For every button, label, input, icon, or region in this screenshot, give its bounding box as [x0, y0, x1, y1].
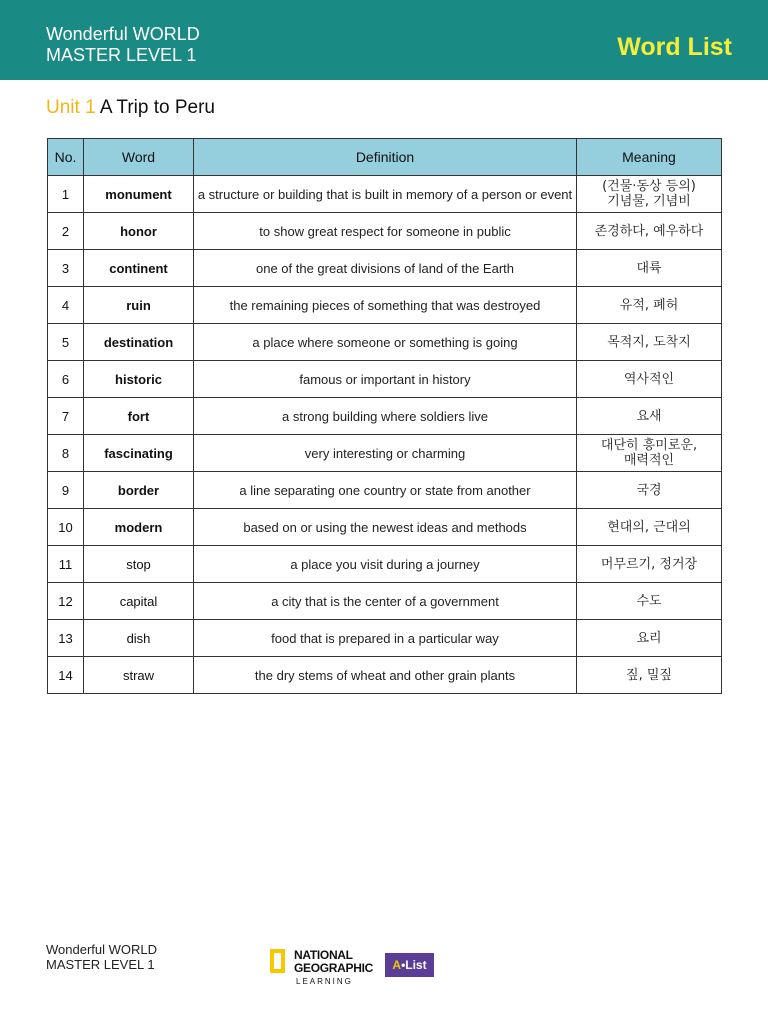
row-definition: one of the great divisions of land of the Earth	[194, 250, 577, 287]
row-definition: a strong building where soldiers live	[194, 398, 577, 435]
row-number: 10	[48, 509, 84, 546]
series-title	[46, 24, 200, 66]
row-number: 5	[48, 324, 84, 361]
table-row	[48, 583, 722, 620]
table-row	[48, 287, 722, 324]
row-definition: famous or important in history	[194, 361, 577, 398]
row-word: dish	[84, 620, 194, 657]
unit-heading	[46, 96, 215, 120]
row-definition: the remaining pieces of something that was destroyed	[194, 287, 577, 324]
column-header-word: Word	[84, 139, 194, 176]
table-row	[48, 657, 722, 694]
row-number: 12	[48, 583, 84, 620]
table-row	[48, 324, 722, 361]
row-number: 13	[48, 620, 84, 657]
column-header-definition: Definition	[194, 139, 577, 176]
row-definition: based on or using the newest ideas and methods	[194, 509, 577, 546]
row-definition: to show great respect for someone in public	[194, 213, 577, 250]
row-number: 14	[48, 657, 84, 694]
table-row	[48, 509, 722, 546]
row-meaning: 요리	[577, 620, 722, 657]
table-row	[48, 213, 722, 250]
row-number: 2	[48, 213, 84, 250]
column-header-no: No.	[48, 139, 84, 176]
row-definition: a city that is the center of a government	[194, 583, 577, 620]
word-list-table	[47, 138, 722, 694]
row-word: historic	[84, 361, 194, 398]
row-meaning: 짚, 밀짚	[577, 657, 722, 694]
table-row	[48, 398, 722, 435]
logo-wordmark	[294, 949, 373, 975]
row-word: continent	[84, 250, 194, 287]
row-number: 4	[48, 287, 84, 324]
footer-series-line-2: MASTER LEVEL 1	[46, 957, 155, 972]
row-meaning: 머무르기, 정거장	[577, 546, 722, 583]
a-list-badge-text: •List	[401, 958, 427, 972]
row-word: fort	[84, 398, 194, 435]
row-definition: a place where someone or something is going	[194, 324, 577, 361]
table-row	[48, 361, 722, 398]
row-word: honor	[84, 213, 194, 250]
table-header-row	[48, 139, 722, 176]
row-number: 1	[48, 176, 84, 213]
a-list-badge-a: A	[392, 958, 402, 972]
table-row	[48, 176, 722, 213]
row-number: 8	[48, 435, 84, 472]
footer-series-line-1: Wonderful WORLD	[46, 942, 158, 957]
table-row	[48, 250, 722, 287]
unit-label: Unit 1	[46, 97, 96, 118]
row-meaning: 존경하다, 예우하다	[577, 213, 722, 250]
row-meaning: 역사적인	[577, 361, 722, 398]
row-word: straw	[84, 657, 194, 694]
series-line-1: Wonderful WORLD	[46, 24, 200, 44]
table-row	[48, 472, 722, 509]
row-meaning: 요새	[577, 398, 722, 435]
row-word: modern	[84, 509, 194, 546]
series-line-2: MASTER LEVEL 1	[46, 45, 197, 65]
unit-name: A Trip to Peru	[99, 97, 215, 118]
row-meaning: 유적, 폐허	[577, 287, 722, 324]
row-definition: a line separating one country or state from another	[194, 472, 577, 509]
row-number: 11	[48, 546, 84, 583]
row-definition: the dry stems of wheat and other grain plants	[194, 657, 577, 694]
row-meaning: 대단히 흥미로운, 매력적인	[577, 435, 722, 472]
row-word: stop	[84, 546, 194, 583]
column-header-meaning: Meaning	[577, 139, 722, 176]
row-number: 9	[48, 472, 84, 509]
row-word: fascinating	[84, 435, 194, 472]
footer-series	[46, 942, 157, 972]
row-meaning: 수도	[577, 583, 722, 620]
table-row	[48, 546, 722, 583]
row-meaning: 국경	[577, 472, 722, 509]
logo-line-1: NATIONAL	[294, 948, 353, 962]
page-title: Word List	[617, 33, 732, 61]
row-number: 3	[48, 250, 84, 287]
row-definition: a place you visit during a journey	[194, 546, 577, 583]
header-bar	[0, 0, 768, 80]
row-number: 7	[48, 398, 84, 435]
row-meaning: 대륙	[577, 250, 722, 287]
a-list-badge	[385, 953, 434, 977]
table-body	[48, 176, 722, 694]
row-word: ruin	[84, 287, 194, 324]
row-word: capital	[84, 583, 194, 620]
national-geographic-logo	[270, 947, 380, 987]
yellow-frame-icon	[270, 949, 285, 973]
table-row	[48, 620, 722, 657]
row-number: 6	[48, 361, 84, 398]
table-row	[48, 435, 722, 472]
row-definition: very interesting or charming	[194, 435, 577, 472]
row-word: monument	[84, 176, 194, 213]
row-meaning: 현대의, 근대의	[577, 509, 722, 546]
logo-line-2: GEOGRAPHIC	[294, 961, 374, 975]
row-definition: food that is prepared in a particular way	[194, 620, 577, 657]
row-word: destination	[84, 324, 194, 361]
row-meaning: (건물·동상 등의) 기념물, 기념비	[577, 176, 722, 213]
row-word: border	[84, 472, 194, 509]
logo-sub: LEARNING	[296, 977, 353, 986]
row-definition: a structure or building that is built in memory of a person or event	[194, 176, 577, 213]
row-meaning: 목적지, 도착지	[577, 324, 722, 361]
